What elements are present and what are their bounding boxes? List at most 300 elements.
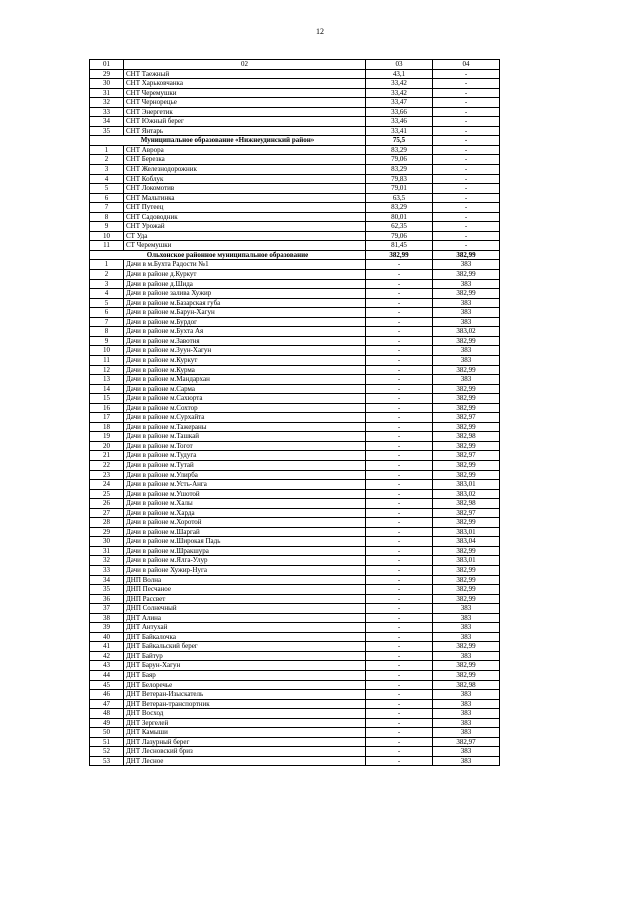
table-row	[90, 594, 500, 604]
page-number: 12	[316, 27, 324, 36]
row-value-03: -	[366, 375, 433, 385]
row-value-03: -	[366, 613, 433, 623]
row-value-04: 383	[433, 375, 500, 385]
row-number: 3	[90, 165, 124, 175]
row-value-04: -	[433, 107, 500, 117]
header-col-01: 01	[90, 60, 124, 70]
row-number: 36	[90, 594, 124, 604]
row-value-03: 33,42	[366, 79, 433, 89]
row-name: ДНТ Байкальский берег	[124, 642, 366, 652]
row-number: 34	[90, 117, 124, 127]
row-name: СНТ Садоводник	[124, 212, 366, 222]
row-number: 42	[90, 651, 124, 661]
table-row	[90, 117, 500, 127]
row-value-03: -	[366, 527, 433, 537]
row-value-03: -	[366, 489, 433, 499]
row-value-03: 33,46	[366, 117, 433, 127]
row-name: СНТ Березка	[124, 155, 366, 165]
row-value-04: 383	[433, 298, 500, 308]
row-number: 46	[90, 690, 124, 700]
row-value-03: -	[366, 575, 433, 585]
row-name: Дачи в районе м.Сарма	[124, 384, 366, 394]
row-value-04: 382,98	[433, 499, 500, 509]
table-row	[90, 174, 500, 184]
table-row	[90, 413, 500, 423]
row-name: ДНТ Белоречье	[124, 680, 366, 690]
row-value-03: -	[366, 632, 433, 642]
row-value-03: -	[366, 422, 433, 432]
row-value-03: -	[366, 671, 433, 681]
table-row	[90, 565, 500, 575]
table-row	[90, 88, 500, 98]
row-value-04: 383,01	[433, 480, 500, 490]
row-value-03: -	[366, 336, 433, 346]
row-name: Дачи в районе м.Ташкай	[124, 432, 366, 442]
row-value-04: 383	[433, 317, 500, 327]
table-row	[90, 642, 500, 652]
row-name: Дачи в районе м.Сахюрта	[124, 394, 366, 404]
section-row	[90, 250, 500, 260]
row-number: 33	[90, 565, 124, 575]
row-value-03: -	[366, 451, 433, 461]
row-value-04: 382,99	[433, 546, 500, 556]
row-value-04: 382,99	[433, 403, 500, 413]
table-row	[90, 375, 500, 385]
row-value-03: -	[366, 690, 433, 700]
row-value-03: -	[366, 546, 433, 556]
table-row	[90, 260, 500, 270]
row-number: 53	[90, 756, 124, 766]
row-value-03: 33,42	[366, 88, 433, 98]
row-value-03: -	[366, 565, 433, 575]
row-value-03: 79,06	[366, 231, 433, 241]
row-value-04: 383	[433, 718, 500, 728]
table-row	[90, 193, 500, 203]
row-name: СТ Уда	[124, 231, 366, 241]
row-value-03: -	[366, 470, 433, 480]
row-value-03: -	[366, 289, 433, 299]
header-col-02: 02	[124, 60, 366, 70]
row-number: 32	[90, 98, 124, 108]
row-value-03: -	[366, 298, 433, 308]
row-number: 35	[90, 585, 124, 595]
table-row	[90, 69, 500, 79]
row-number: 20	[90, 441, 124, 451]
table-row	[90, 308, 500, 318]
row-value-04: 383	[433, 728, 500, 738]
row-name: СНТ Урожай	[124, 222, 366, 232]
row-value-03: -	[366, 699, 433, 709]
row-number: 14	[90, 384, 124, 394]
row-value-04: -	[433, 79, 500, 89]
row-number: 47	[90, 699, 124, 709]
row-number: 48	[90, 709, 124, 719]
section-title: Муниципальное образование «Нижнеудинский район»	[90, 136, 366, 146]
table-row	[90, 346, 500, 356]
row-number: 27	[90, 508, 124, 518]
row-value-03: 79,06	[366, 155, 433, 165]
row-name: СНТ Локомотив	[124, 184, 366, 194]
row-number: 11	[90, 241, 124, 251]
row-name: Дачи в районе м.Барун-Хагун	[124, 308, 366, 318]
row-number: 13	[90, 375, 124, 385]
table-row	[90, 470, 500, 480]
row-value-03: 83,29	[366, 145, 433, 155]
row-name: Дачи в районе Хужир-Нуга	[124, 565, 366, 575]
row-name: Дачи в районе м.Сурхайта	[124, 413, 366, 423]
row-name: ДНП Волна	[124, 575, 366, 585]
row-value-04: -	[433, 117, 500, 127]
table-row	[90, 613, 500, 623]
row-number: 35	[90, 126, 124, 136]
row-value-04: 382,98	[433, 680, 500, 690]
row-name: Дачи в районе м.Сохтор	[124, 403, 366, 413]
row-name: Дачи в районе м.Тажераны	[124, 422, 366, 432]
row-name: СНТ Коблук	[124, 174, 366, 184]
table-row	[90, 384, 500, 394]
table-row	[90, 279, 500, 289]
row-name: Дачи в районе м.Харда	[124, 508, 366, 518]
row-number: 19	[90, 432, 124, 442]
row-name: ДНТ Восход	[124, 709, 366, 719]
row-value-03: 81,45	[366, 241, 433, 251]
row-value-04: 383	[433, 623, 500, 633]
row-number: 33	[90, 107, 124, 117]
table-row	[90, 537, 500, 547]
row-number: 50	[90, 728, 124, 738]
row-value-04: 383	[433, 699, 500, 709]
row-value-03: 80,01	[366, 212, 433, 222]
row-value-04: 382,99	[433, 575, 500, 585]
row-value-04: -	[433, 184, 500, 194]
row-value-03: -	[366, 585, 433, 595]
row-value-04: -	[433, 145, 500, 155]
row-number: 10	[90, 346, 124, 356]
row-value-03: 33,66	[366, 107, 433, 117]
row-value-04: -	[433, 193, 500, 203]
row-name: ДНТ Байкалочка	[124, 632, 366, 642]
row-value-03: 33,47	[366, 98, 433, 108]
row-number: 18	[90, 422, 124, 432]
row-number: 21	[90, 451, 124, 461]
row-value-03: -	[366, 384, 433, 394]
table-row	[90, 699, 500, 709]
row-value-04: 383	[433, 355, 500, 365]
row-value-03: 79,01	[366, 184, 433, 194]
table-row	[90, 231, 500, 241]
row-value-04: -	[433, 174, 500, 184]
table-row	[90, 451, 500, 461]
row-value-04: 382,99	[433, 565, 500, 575]
table-row	[90, 317, 500, 327]
table-row	[90, 632, 500, 642]
row-value-03: -	[366, 709, 433, 719]
row-value-03: 83,29	[366, 203, 433, 213]
table-row	[90, 651, 500, 661]
row-value-03: -	[366, 737, 433, 747]
table-row	[90, 336, 500, 346]
row-name: Дачи в районе д.Куркут	[124, 270, 366, 280]
row-number: 30	[90, 79, 124, 89]
row-value-04: -	[433, 155, 500, 165]
table-row	[90, 270, 500, 280]
row-value-03: -	[366, 403, 433, 413]
row-name: ДНТ Антухай	[124, 623, 366, 633]
table-row	[90, 212, 500, 222]
row-number: 8	[90, 212, 124, 222]
row-value-04: -	[433, 231, 500, 241]
table-row	[90, 489, 500, 499]
table-row	[90, 126, 500, 136]
row-name: ДНП Песчаное	[124, 585, 366, 595]
table-row	[90, 155, 500, 165]
table-body	[90, 69, 500, 766]
row-name: СНТ Чернорецье	[124, 98, 366, 108]
row-value-04: 383	[433, 756, 500, 766]
row-value-04: 382,99	[433, 441, 500, 451]
row-value-04: -	[433, 203, 500, 213]
row-number: 38	[90, 613, 124, 623]
row-name: СНТ Черемушки	[124, 88, 366, 98]
row-value-03: -	[366, 480, 433, 490]
table-row	[90, 575, 500, 585]
row-value-03: 79,83	[366, 174, 433, 184]
row-value-03: -	[366, 365, 433, 375]
row-name: Дачи в районе м.Завотня	[124, 336, 366, 346]
row-value-04: 382,99	[433, 336, 500, 346]
table-row	[90, 680, 500, 690]
row-value-03: -	[366, 432, 433, 442]
row-number: 6	[90, 308, 124, 318]
table-row	[90, 365, 500, 375]
row-value-03: 83,29	[366, 165, 433, 175]
row-value-03: -	[366, 317, 433, 327]
row-value-03: -	[366, 413, 433, 423]
row-value-03: 33,41	[366, 126, 433, 136]
row-number: 49	[90, 718, 124, 728]
row-value-03: -	[366, 499, 433, 509]
table-row	[90, 145, 500, 155]
table-row	[90, 508, 500, 518]
table-row	[90, 403, 500, 413]
header-col-03: 03	[366, 60, 433, 70]
table-row	[90, 499, 500, 509]
row-name: СНТ Южный берег	[124, 117, 366, 127]
row-number: 10	[90, 231, 124, 241]
row-value-04: 383,02	[433, 489, 500, 499]
table-row	[90, 441, 500, 451]
row-value-04: 382,99	[433, 289, 500, 299]
row-name: ДНТ Лазурный берег	[124, 737, 366, 747]
row-value-04: 382,98	[433, 432, 500, 442]
row-number: 37	[90, 604, 124, 614]
row-value-03: -	[366, 604, 433, 614]
row-value-03: -	[366, 642, 433, 652]
row-name: СНТ Путеец	[124, 203, 366, 213]
row-name: СНТ Таежный	[124, 69, 366, 79]
tariff-table	[89, 59, 500, 766]
row-name: Дачи в районе м.Усть-Анга	[124, 480, 366, 490]
table-row	[90, 184, 500, 194]
table-row	[90, 222, 500, 232]
row-number: 28	[90, 518, 124, 528]
table-row	[90, 661, 500, 671]
table-row	[90, 165, 500, 175]
row-name: Дачи в районе м.Мандархан	[124, 375, 366, 385]
row-name: Дачи в районе м.Халы	[124, 499, 366, 509]
row-value-04: 383	[433, 604, 500, 614]
row-value-04: 383,02	[433, 327, 500, 337]
row-value-03: -	[366, 441, 433, 451]
row-value-03: -	[366, 308, 433, 318]
row-value-03: -	[366, 394, 433, 404]
row-number: 23	[90, 470, 124, 480]
table-row	[90, 690, 500, 700]
row-number: 12	[90, 365, 124, 375]
section-value-03: 75,5	[366, 136, 433, 146]
row-name: ДНП Рассвет	[124, 594, 366, 604]
row-number: 25	[90, 489, 124, 499]
table-row	[90, 298, 500, 308]
row-number: 9	[90, 336, 124, 346]
row-number: 16	[90, 403, 124, 413]
row-number: 7	[90, 203, 124, 213]
table-row	[90, 79, 500, 89]
row-name: Дачи в районе м.Тутай	[124, 460, 366, 470]
row-name: Дачи в районе д.Шида	[124, 279, 366, 289]
table-row	[90, 422, 500, 432]
table-row	[90, 546, 500, 556]
row-value-04: 382,99	[433, 518, 500, 528]
row-name: Дачи в районе м.Зуун-Хагун	[124, 346, 366, 356]
row-name: Дачи в районе м.Хоротой	[124, 518, 366, 528]
row-value-04: -	[433, 98, 500, 108]
row-name: ДНТ Байтур	[124, 651, 366, 661]
row-value-04: 383,04	[433, 537, 500, 547]
table-row	[90, 480, 500, 490]
row-value-03: -	[366, 355, 433, 365]
row-number: 31	[90, 546, 124, 556]
row-value-03: -	[366, 728, 433, 738]
row-name: Дачи в районе м.Тудуга	[124, 451, 366, 461]
table-row	[90, 585, 500, 595]
table-row	[90, 747, 500, 757]
row-number: 30	[90, 537, 124, 547]
row-value-04: 383	[433, 690, 500, 700]
row-value-03: -	[366, 270, 433, 280]
row-value-03: -	[366, 556, 433, 566]
row-value-03: -	[366, 518, 433, 528]
row-value-04: 383	[433, 709, 500, 719]
row-value-04: -	[433, 165, 500, 175]
table-row	[90, 289, 500, 299]
row-value-03: -	[366, 508, 433, 518]
row-name: ДНТ Барун-Хагун	[124, 661, 366, 671]
row-value-04: 382,99	[433, 460, 500, 470]
row-number: 7	[90, 317, 124, 327]
row-name: ДНТ Камыши	[124, 728, 366, 738]
row-name: Дачи в районе м.Шаргай	[124, 527, 366, 537]
table-row	[90, 623, 500, 633]
table-row	[90, 709, 500, 719]
row-name: ДНТ Лесновский бриз	[124, 747, 366, 757]
row-value-03: -	[366, 279, 433, 289]
table-row	[90, 737, 500, 747]
row-value-04: 382,97	[433, 737, 500, 747]
row-value-03: -	[366, 623, 433, 633]
table-row	[90, 604, 500, 614]
row-value-03: -	[366, 747, 433, 757]
row-name: СНТ Харьковчанка	[124, 79, 366, 89]
table-row	[90, 756, 500, 766]
table-row	[90, 394, 500, 404]
row-value-03: -	[366, 661, 433, 671]
row-value-03: -	[366, 537, 433, 547]
row-value-04: 383,01	[433, 527, 500, 537]
row-value-04: 382,99	[433, 394, 500, 404]
row-number: 4	[90, 174, 124, 184]
row-value-04: 383	[433, 747, 500, 757]
row-value-04: -	[433, 222, 500, 232]
row-name: СНТ Мальтинка	[124, 193, 366, 203]
table-row	[90, 432, 500, 442]
table-row	[90, 728, 500, 738]
row-value-03: -	[366, 651, 433, 661]
row-number: 44	[90, 671, 124, 681]
row-value-03: -	[366, 680, 433, 690]
row-name: Дачи в районе м.Тогот	[124, 441, 366, 451]
row-value-04: 383	[433, 651, 500, 661]
row-value-04: 382,99	[433, 384, 500, 394]
row-number: 39	[90, 623, 124, 633]
row-name: Дачи в районе м.Улирба	[124, 470, 366, 480]
row-value-03: 63,5	[366, 193, 433, 203]
table-header-row	[90, 60, 500, 70]
row-name: СНТ Аврора	[124, 145, 366, 155]
section-value-04: 382,99	[433, 250, 500, 260]
row-number: 41	[90, 642, 124, 652]
row-name: Дачи в м.Бухта Радости №1	[124, 260, 366, 270]
row-name: Дачи в районе м.Шракшура	[124, 546, 366, 556]
row-number: 24	[90, 480, 124, 490]
row-value-04: -	[433, 88, 500, 98]
table-row	[90, 518, 500, 528]
row-value-04: 383	[433, 308, 500, 318]
row-value-04: 383	[433, 279, 500, 289]
row-value-04: 383,01	[433, 556, 500, 566]
row-number: 26	[90, 499, 124, 509]
row-value-04: 383	[433, 346, 500, 356]
row-number: 22	[90, 460, 124, 470]
row-value-04: 382,99	[433, 365, 500, 375]
table-row	[90, 671, 500, 681]
row-number: 52	[90, 747, 124, 757]
row-value-03: -	[366, 594, 433, 604]
row-name: Дачи в районе залива Хужир	[124, 289, 366, 299]
table-row	[90, 241, 500, 251]
section-value-03: 382,99	[366, 250, 433, 260]
row-number: 32	[90, 556, 124, 566]
row-number: 51	[90, 737, 124, 747]
row-value-04: 382,99	[433, 594, 500, 604]
row-value-04: 382,99	[433, 671, 500, 681]
row-value-03: -	[366, 260, 433, 270]
row-value-04: 382,99	[433, 642, 500, 652]
row-value-04: 383	[433, 260, 500, 270]
row-value-03: -	[366, 460, 433, 470]
row-number: 2	[90, 155, 124, 165]
table-row	[90, 460, 500, 470]
